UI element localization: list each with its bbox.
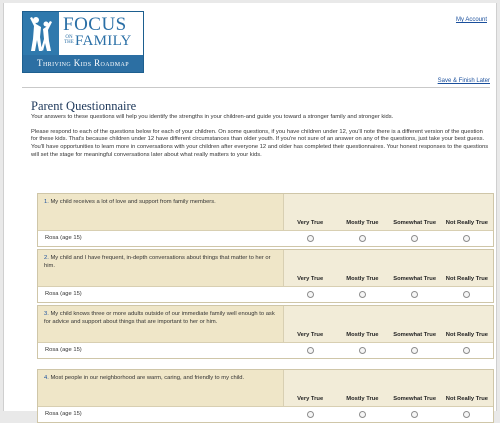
question-label: My child knows three or more adults outside of our immediate family well enough to ask for advice and support about things that are important to her or him. [44, 311, 275, 325]
save-finish-later-link[interactable]: Save & Finish Later [437, 78, 490, 84]
option-mostly-true: Mostly True [346, 220, 379, 226]
radio-somewhat-true[interactable] [411, 291, 418, 298]
radio-cell [284, 231, 336, 246]
question-label: My child receives a lot of love and support from family members. [50, 199, 216, 205]
question-1 [37, 193, 494, 247]
option-not-really-true: Not Really True [445, 332, 488, 338]
radio-cell [441, 231, 493, 246]
radio-mostly-true[interactable] [359, 235, 366, 242]
question-header [38, 370, 493, 407]
answer-row [38, 343, 493, 358]
question-header [38, 306, 493, 343]
question-header [38, 194, 493, 231]
question-number: 3. [44, 311, 49, 317]
radio-somewhat-true[interactable] [411, 411, 418, 418]
answer-radios [284, 287, 493, 302]
question-2 [37, 249, 494, 303]
question-number: 2. [44, 255, 49, 261]
radio-not-really-true[interactable] [463, 235, 470, 242]
radio-not-really-true[interactable] [463, 411, 470, 418]
answer-radios [284, 343, 493, 358]
option-mostly-true: Mostly True [346, 332, 379, 338]
header-divider [22, 87, 490, 88]
question-number: 1. [44, 199, 49, 205]
question-label: My child and I have frequent, in-depth conversations about things that matter to her or him. [44, 255, 271, 269]
question-label: Most people in our neighborhood are warm, caring, and friendly to my child. [50, 375, 245, 381]
radio-cell [389, 287, 441, 302]
option-very-true: Very True [297, 332, 324, 338]
answer-row [38, 407, 493, 422]
question-text [38, 370, 284, 406]
option-somewhat-true: Somewhat True [393, 276, 437, 282]
answer-row [38, 287, 493, 302]
radio-somewhat-true[interactable] [411, 347, 418, 354]
logo-banner: Thriving Kids Roadmap [23, 55, 143, 72]
radio-cell [284, 343, 336, 358]
logo-word-family: FAMILY [75, 33, 132, 49]
radio-very-true[interactable] [307, 235, 314, 242]
intro-section [31, 99, 491, 160]
option-very-true: Very True [297, 396, 324, 402]
option-mostly-true: Mostly True [346, 276, 379, 282]
radio-cell [441, 407, 493, 422]
radio-cell [284, 407, 336, 422]
child-name: Rosa (age 15) [45, 347, 82, 353]
answer-radios [284, 407, 493, 422]
logo-word-onthe: ON THE [64, 35, 74, 45]
option-somewhat-true: Somewhat True [393, 396, 437, 402]
option-not-really-true: Not Really True [445, 220, 488, 226]
page-title: Parent Questionnaire [31, 99, 137, 113]
option-very-true: Very True [297, 276, 324, 282]
option-mostly-true: Mostly True [346, 396, 379, 402]
radio-not-really-true[interactable] [463, 347, 470, 354]
page [3, 3, 497, 417]
radio-mostly-true[interactable] [359, 411, 366, 418]
my-account-link[interactable]: My Account [455, 17, 487, 23]
answer-options-header [284, 306, 493, 342]
radio-very-true[interactable] [307, 411, 314, 418]
radio-somewhat-true[interactable] [411, 235, 418, 242]
option-very-true: Very True [297, 220, 324, 226]
option-not-really-true: Not Really True [445, 396, 488, 402]
question-text [38, 306, 284, 342]
option-not-really-true: Not Really True [445, 276, 488, 282]
radio-cell [336, 407, 388, 422]
radio-cell [441, 343, 493, 358]
logo-word-focus: FOCUS [63, 14, 127, 35]
family-figure-icon [23, 12, 59, 55]
answer-row [38, 231, 493, 246]
radio-mostly-true[interactable] [359, 291, 366, 298]
radio-not-really-true[interactable] [463, 291, 470, 298]
radio-cell [336, 287, 388, 302]
intro-paragraph-2: Please respond to each of the questions below for each of your children. On some questions, if you have children under 12, you'll note there is a different version of the question for these kids. That's because children under 12 have different circumstances than older youth. If you're not sure of an answer on any of the questions, just take your best guess. You'll have opportunities to learn more in conversations with your children after everyone 12 and older has completed their questionnaires. Your honest responses to the questions will set the stage for meaningful conversations later about what really matters to your kids. [31, 128, 489, 158]
radio-cell [336, 343, 388, 358]
question-text [38, 250, 284, 286]
child-name: Rosa (age 15) [45, 411, 82, 417]
question-header [38, 250, 493, 287]
focus-on-the-family-logo[interactable] [22, 11, 144, 73]
answer-options-header [284, 250, 493, 286]
question-4 [37, 369, 494, 423]
radio-cell [284, 287, 336, 302]
radio-cell [336, 231, 388, 246]
radio-cell [389, 343, 441, 358]
option-somewhat-true: Somewhat True [393, 220, 437, 226]
option-somewhat-true: Somewhat True [393, 332, 437, 338]
child-name: Rosa (age 15) [45, 235, 82, 241]
question-3 [37, 305, 494, 359]
question-text [38, 194, 284, 230]
answer-radios [284, 231, 493, 246]
radio-very-true[interactable] [307, 291, 314, 298]
logo-top [23, 12, 143, 55]
answer-options-header [284, 370, 493, 406]
child-name: Rosa (age 15) [45, 291, 82, 297]
radio-cell [441, 287, 493, 302]
question-number: 4. [44, 375, 49, 381]
radio-cell [389, 231, 441, 246]
radio-very-true[interactable] [307, 347, 314, 354]
radio-cell [389, 407, 441, 422]
intro-paragraph-1: Your answers to these questions will help you identify the strengths in your children-and guide you toward a stronger family and stronger kids. [31, 114, 394, 120]
radio-mostly-true[interactable] [359, 347, 366, 354]
answer-options-header [284, 194, 493, 230]
